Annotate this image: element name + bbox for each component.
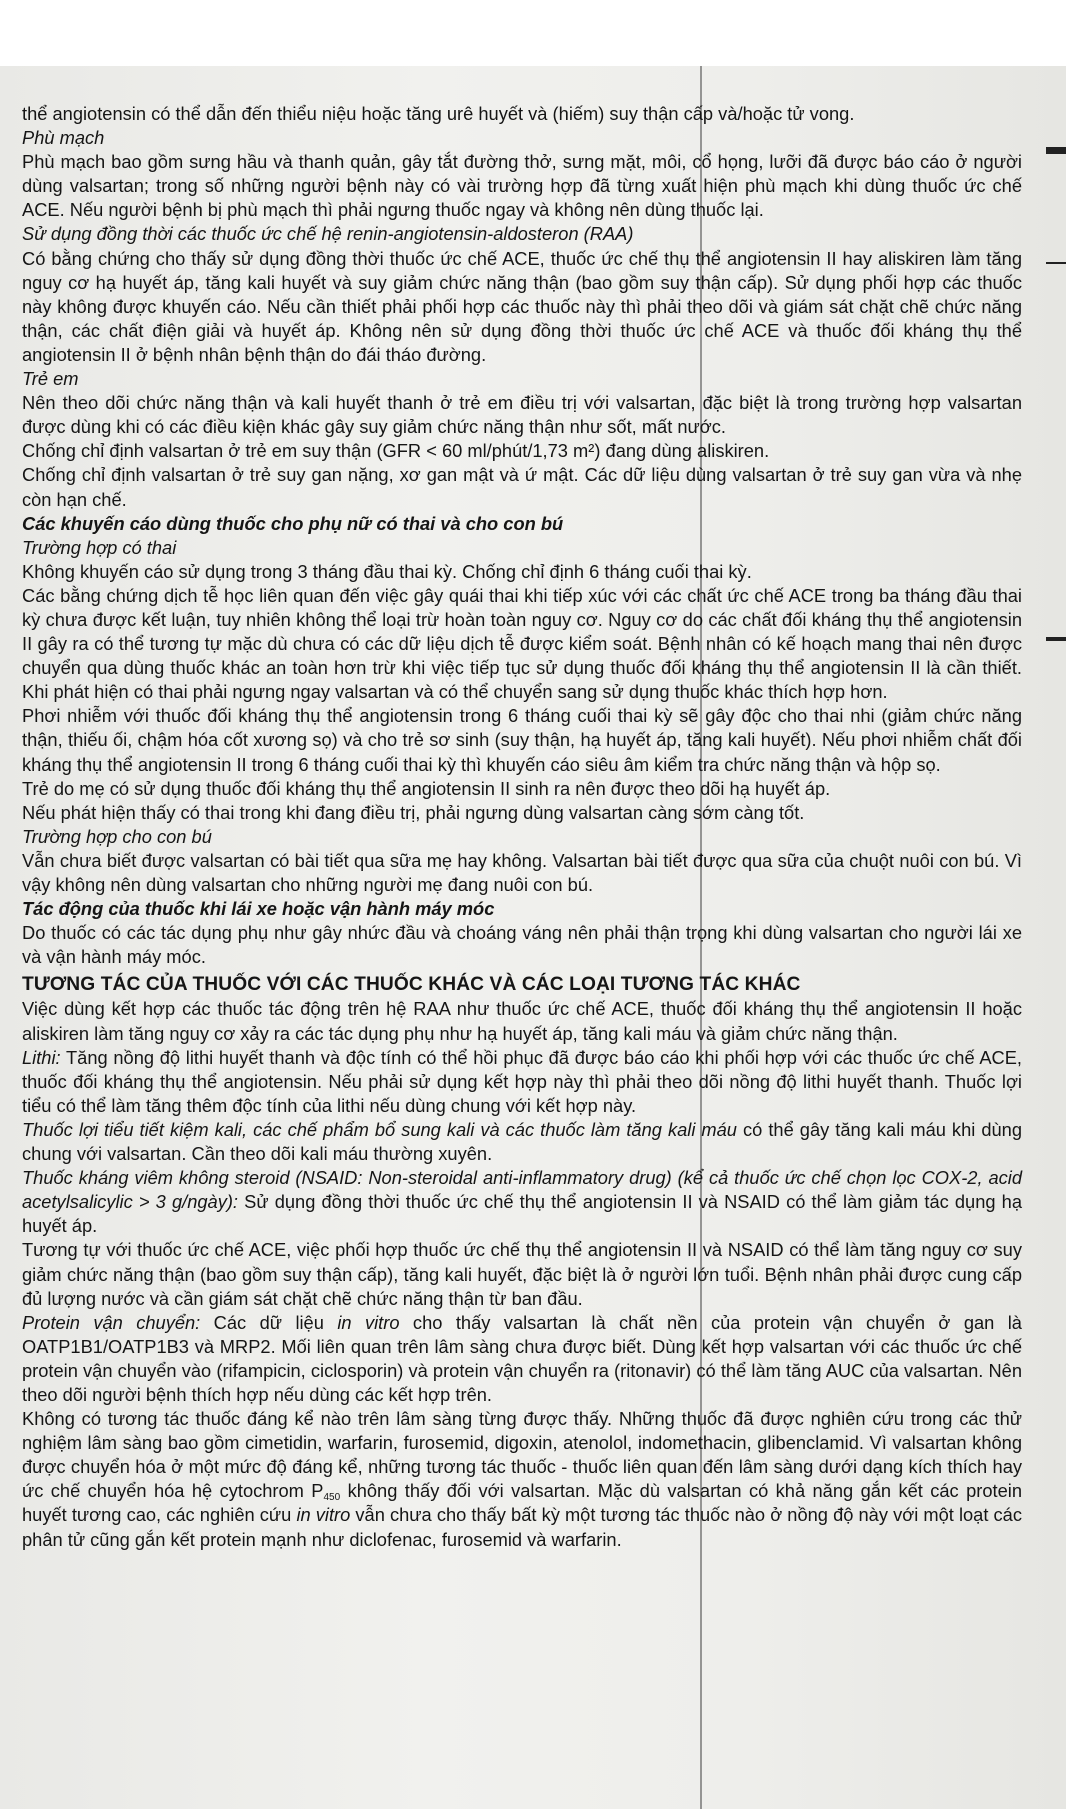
paragraph: Việc dùng kết hợp các thuốc tác động trên hệ RAA như thuốc ức chế ACE, thuốc đối kháng thụ thể angiotensin II hoặc aliskiren làm tăng nguy cơ xảy ra các tác dụng phụ như hạ huyết áp, tăng kali máu và giảm chức năng thận. bbox=[22, 998, 1022, 1044]
top-margin bbox=[0, 0, 1066, 66]
in-vitro-term: in vitro bbox=[296, 1504, 351, 1526]
paragraph-text: Không có tương tác thuốc đáng kể nào trên lâm sàng từng được thấy. Những thuốc đã được nghiên cứu trong các thử nghiệm lâm sàng bao gồm cimetidin, warfarin, furosemid, digoxin, atenolol, indomethacin, glibenclamid. Vì valsartan không được chuyển hóa ở một mức độ đáng kể, những tương tác thuốc - thuốc liên quan đến lâm sàng dưới dạng kích thích hay ức chế chuyển hóa hệ cytochrom P bbox=[22, 1408, 1022, 1502]
paragraph: Chống chỉ định valsartan ở trẻ em suy thận (GFR < 60 ml/phút/1,73 m²) đang dùng aliskiren. bbox=[22, 440, 770, 462]
paragraph-text: Các dữ liệu bbox=[200, 1311, 338, 1333]
paragraph: Tương tự với thuốc ức chế ACE, việc phối hợp thuốc ức chế thụ thể angiotensin II và NSAID có thể làm tăng nguy cơ suy giảm chức năng thận (bao gồm suy thận cấp), tăng kali huyết, đặc biệt là ở người lớn tuổi. Bệnh nhân phải được cung cấp đủ lượng nước và cần giám sát chặt chẽ chức năng thận từ ban đầu. bbox=[22, 1239, 1022, 1309]
paragraph-protein bbox=[22, 1311, 1022, 1407]
paragraph-nsaid bbox=[22, 1166, 1022, 1238]
paragraph: thể angiotensin có thể dẫn đến thiểu niệu hoặc tăng urê huyết và (hiếm) suy thận cấp và/hoặc tử vong. bbox=[22, 103, 855, 124]
paragraph: Các bằng chứng dịch tễ học liên quan đến việc gây quái thai khi tiếp xúc với các chất ức chế ACE trong ba tháng đầu thai kỳ chưa được kết luận, tuy nhiên không thể loại trừ hoàn toàn nguy cơ. Nguy cơ do các chất đối kháng thụ thể angiotensin II gây ra có thể tương tự mặc dù chưa có các dữ liệu dịch tễ được kiểm soát. Bệnh nhân có kế hoạch mang thai nên được chuyển qua dùng thuốc khác an toàn hơn trừ khi việc tiếp tục sử dụng thuốc đối kháng thụ thể angiotensin II là cần thiết. Khi phát hiện có thai phải ngưng ngay valsartan và có thể chuyển sang sử dụng thuốc khác thích hợp hơn. bbox=[22, 584, 1022, 703]
paragraph: Nếu phát hiện thấy có thai trong khi đang điều trị, phải ngưng dùng valsartan càng sớm càng tốt. bbox=[22, 801, 805, 823]
paragraph: Vẫn chưa biết được valsartan có bài tiết qua sữa mẹ hay không. Valsartan bài tiết được qua sữa của chuột nuôi con bú. Vì vậy không nên dùng valsartan cho những người mẹ đang nuôi con bú. bbox=[22, 849, 1022, 895]
subheading-phu-mach: Phù mạch bbox=[22, 127, 105, 149]
paragraph-text: có thể gây tăng kali máu khi dùng chung với valsartan. Cần theo dõi kali máu thường xuyên. bbox=[22, 1118, 1022, 1165]
section-heading-driving: Tác động của thuốc khi lái xe hoặc vận hành máy móc bbox=[22, 898, 495, 920]
paragraph-text: Tăng nồng độ lithi huyết thanh và độc tính có thể hồi phục đã được báo cáo khi phối hợp với các thuốc ức chế ACE, thuốc đối kháng thụ thể angiotensin. Nếu phải sử dụng kết hợp này thì phải theo dõi nồng độ lithi huyết thanh. Thuốc lợi tiểu có thể làm tăng thêm độc tính của lithi nếu dùng chung với kết hợp này. bbox=[22, 1046, 1022, 1116]
lead-term: Thuốc lợi tiểu tiết kiệm kali, các chế phẩm bổ sung kali và các thuốc làm tăng kali máu bbox=[22, 1118, 737, 1140]
document-body bbox=[22, 102, 1022, 1552]
lead-term: Lithi: bbox=[22, 1046, 61, 1068]
margin-mark bbox=[1046, 262, 1066, 264]
margin-mark bbox=[1046, 147, 1066, 154]
margin-mark bbox=[1046, 637, 1066, 641]
lead-term: Protein vận chuyển: bbox=[22, 1311, 201, 1333]
section-heading-interactions: TƯƠNG TÁC CỦA THUỐC VỚI CÁC THUỐC KHÁC VÀ CÁC LOẠI TƯƠNG TÁC KHÁC bbox=[22, 974, 801, 996]
paragraph: Không khuyến cáo sử dụng trong 3 tháng đầu thai kỳ. Chống chỉ định 6 tháng cuối thai kỳ. bbox=[22, 560, 752, 582]
paragraph: Có bằng chứng cho thấy sử dụng đồng thời thuốc ức chế ACE, thuốc ức chế thụ thể angiotensin II hay aliskiren làm tăng nguy cơ hạ huyết áp, tăng kali huyết và suy giảm chức năng thận (bao gồm suy thận cấp). Sử dụng phối hợp các thuốc này không được khuyến cáo. Nếu cần thiết phải phối hợp các thuốc này thì phải theo dõi và giám sát chặt chẽ chức năng thận, các chất điện giải và huyết áp. Không nên sử dụng đồng thời thuốc ức chế ACE và thuốc đối kháng thụ thể angiotensin II ở bệnh nhân bệnh thận do đái tháo đường. bbox=[22, 247, 1022, 365]
paragraph-final bbox=[22, 1407, 1022, 1552]
subheading-co-thai: Trường hợp có thai bbox=[22, 536, 177, 558]
subscript-450: 450 bbox=[323, 1492, 341, 1504]
paragraph-kali bbox=[22, 1118, 1022, 1166]
paragraph-text: Sử dụng đồng thời thuốc ức chế thụ thể angiotensin II và NSAID có thể làm giảm tác dụng hạ huyết áp. bbox=[22, 1191, 1023, 1237]
section-heading-pregnancy: Các khuyến cáo dùng thuốc cho phụ nữ có thai và cho con bú bbox=[22, 512, 564, 534]
lead-term: Thuốc kháng viêm không steroid (NSAID: Non-steroidal anti-inflammatory drug) (kể cả thuốc ức chế chọn lọc COX-2, acid acetylsalicylic > 3 g/ngày): bbox=[22, 1167, 1022, 1213]
paragraph-text: vẫn chưa cho thấy bất kỳ một tương tác thuốc nào ở nồng độ này với một loạt các phân tử cũng gắn kết protein mạnh như diclofenac, furosemid và warfarin. bbox=[22, 1504, 1022, 1550]
paragraph-text: không thấy đối với valsartan. Mặc dù valsartan có khả năng gắn kết các protein huyết tương cao, các nghiên cứu bbox=[22, 1480, 1022, 1526]
paragraph: Phù mạch bao gồm sưng hầu và thanh quản, gây tắt đường thở, sưng mặt, môi, cổ họng, lưỡi đã được báo cáo ở người dùng valsartan; trong số những người bệnh này có vài trường hợp đã từng xuất hiện phù mạch khi dùng thuốc ức chế ACE. Nếu người bệnh bị phù mạch thì phải ngưng thuốc ngay và không nên dùng thuốc lại. bbox=[22, 151, 1022, 221]
paragraph: Phơi nhiễm với thuốc đối kháng thụ thể angiotensin trong 6 tháng cuối thai kỳ sẽ gây độc cho thai nhi (giảm chức năng thận, thiếu ối, chậm hóa cốt xương sọ) và cho trẻ sơ sinh (suy thận, hạ huyết áp, tăng kali huyết). Nếu phơi nhiễm chất đối kháng thụ thể angiotensin II trong 6 tháng cuối thai kỳ thì khuyến cáo siêu âm kiểm tra chức năng thận và hộp sọ. bbox=[22, 705, 1022, 775]
paragraph-lithi bbox=[22, 1046, 1022, 1118]
subheading-con-bu: Trường hợp cho con bú bbox=[22, 825, 212, 847]
paragraph: Do thuốc có các tác dụng phụ như gây nhức đầu và choáng váng nên phải thận trọng khi dùng valsartan cho người lái xe và vận hành máy móc. bbox=[22, 922, 1022, 968]
paragraph: Nên theo dõi chức năng thận và kali huyết thanh ở trẻ em điều trị với valsartan, đặc biệt là trong trường hợp valsartan được dùng khi có các điều kiện khác gây suy giảm chức năng thận như sốt, mất nước. bbox=[22, 392, 1022, 438]
paragraph: Trẻ do mẹ có sử dụng thuốc đối kháng thụ thể angiotensin II sinh ra nên được theo dõi hạ huyết áp. bbox=[22, 777, 831, 799]
in-vitro-term: in vitro bbox=[337, 1311, 400, 1333]
subheading-tre-em: Trẻ em bbox=[22, 368, 79, 390]
paragraph-text: cho thấy valsartan là chất nền của protein vận chuyển ở gan là OATP1B1/OATP1B3 và MRP2. Mối liên quan trên lâm sàng chưa được biết. Dùng kết hợp valsartan với các thuốc ức chế protein vận chuyển vào (rifampicin, ciclosporin) và protein vận chuyển ra (ritonavir) có thể làm tăng AUC của valsartan. Nên theo dõi người bệnh thích hợp nếu dùng các kết hợp trên. bbox=[22, 1311, 1022, 1405]
paragraph: Chống chỉ định valsartan ở trẻ suy gan nặng, xơ gan mật và ứ mật. Các dữ liệu dùng valsartan ở trẻ suy gan vừa và nhẹ còn hạn chế. bbox=[22, 464, 1022, 510]
subheading-raa: Sử dụng đồng thời các thuốc ức chế hệ renin-angiotensin-aldosteron (RAA) bbox=[22, 223, 634, 245]
